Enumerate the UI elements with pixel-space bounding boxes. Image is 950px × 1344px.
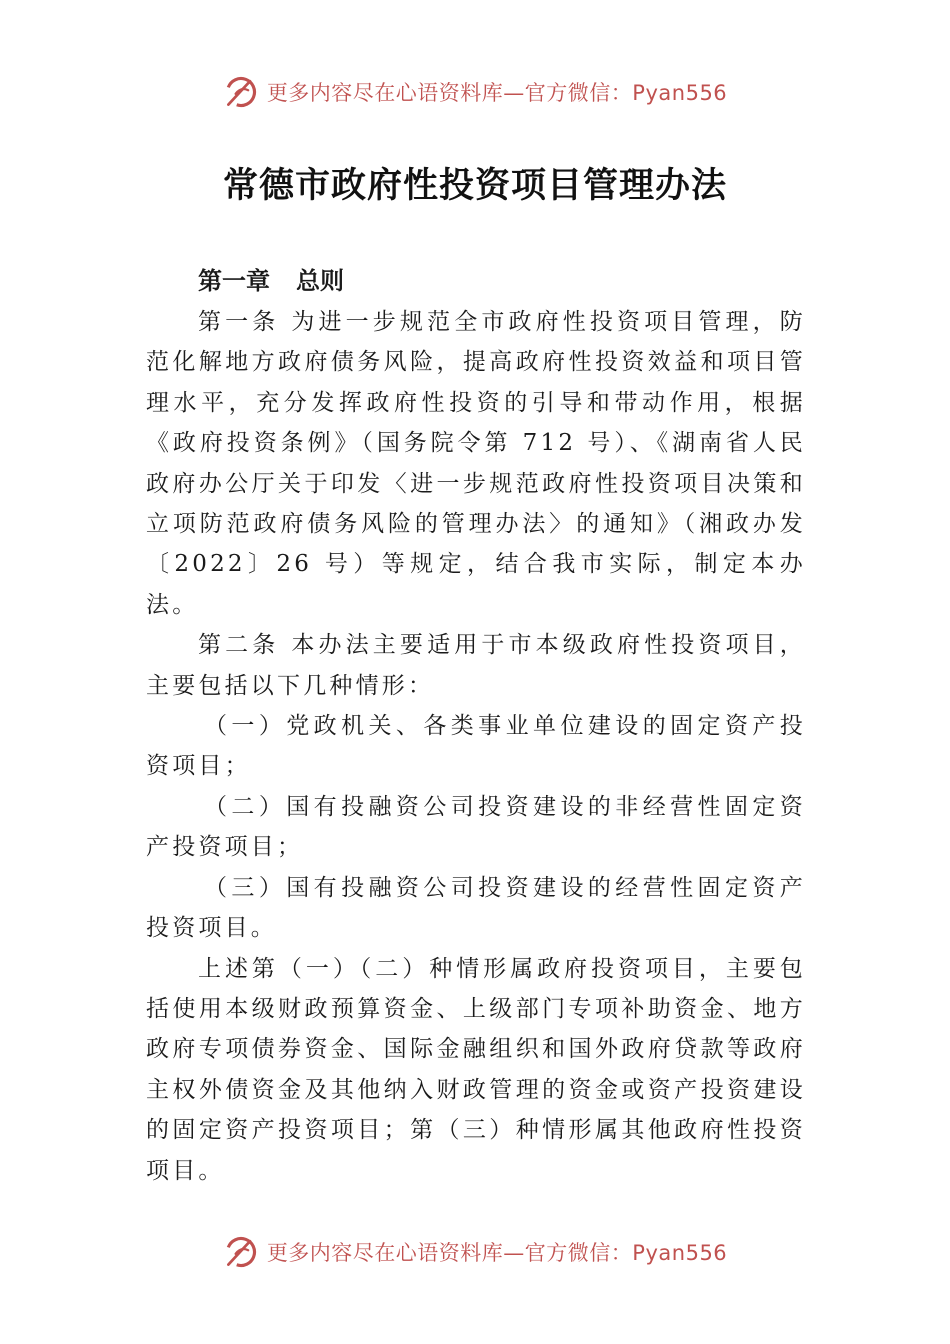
list-item: （一）党政机关、各类事业单位建设的固定资产投资项目； xyxy=(146,713,806,780)
footer-watermark xyxy=(0,1228,950,1276)
brush-circle-logo-icon xyxy=(223,1234,259,1270)
article-2-label: 第二条 xyxy=(198,632,280,659)
watermark-text: 更多内容尽在心语资料库—官方微信：Pyan556 xyxy=(266,81,728,105)
header-watermark xyxy=(0,68,950,116)
article-2 xyxy=(146,625,806,706)
article-2-summary: 上述第（一）（二）种情形属政府投资项目，主要包括使用本级财政预算资金、上级部门专项补助资金、地方政府专项债券资金、国际金融组织和国外政府贷款等政府主权外债资金及其他纳入财政管理的资金或资产投资建设的固定资产投资项目；第（三）种情形属其他政府性投资项目。 xyxy=(146,955,806,1184)
chapter-number: 第一章 xyxy=(198,267,270,295)
article-1 xyxy=(146,302,806,625)
document-body xyxy=(146,262,806,1191)
chapter-heading xyxy=(146,262,806,300)
article-2-text: 本办法主要适用于市本级政府性投资项目，主要包括以下几种情形： xyxy=(146,632,806,699)
watermark-text: 更多内容尽在心语资料库—官方微信：Pyan556 xyxy=(266,1241,728,1265)
article-1-text: 为进一步规范全市政府性投资项目管理，防范化解地方政府债务风险，提高政府性投资效益和项目管理水平，充分发挥政府性投资的引导和带动作用，根据《政府投资条例》（国务院令第 712 号）、《湖南省人民政府办公厅关于印发〈进一步规范政府性投资项目决策和立项防范政府债务风险的管理办法〉的通知》（湘政办发〔2022〕26 号）等规定，结合我市实际，制定本办法。 xyxy=(146,309,806,618)
document-title: 常德市政府性投资项目管理办法 xyxy=(222,165,727,206)
list-item: （三）国有投融资公司投资建设的经营性固定资产投资项目。 xyxy=(146,874,806,942)
brush-circle-logo-icon xyxy=(223,74,259,110)
list-item: （二）国有投融资公司投资建设的非经营性固定资产投资项目； xyxy=(146,793,806,861)
article-1-label: 第一条 xyxy=(198,309,280,335)
chapter-name: 总则 xyxy=(296,267,344,295)
